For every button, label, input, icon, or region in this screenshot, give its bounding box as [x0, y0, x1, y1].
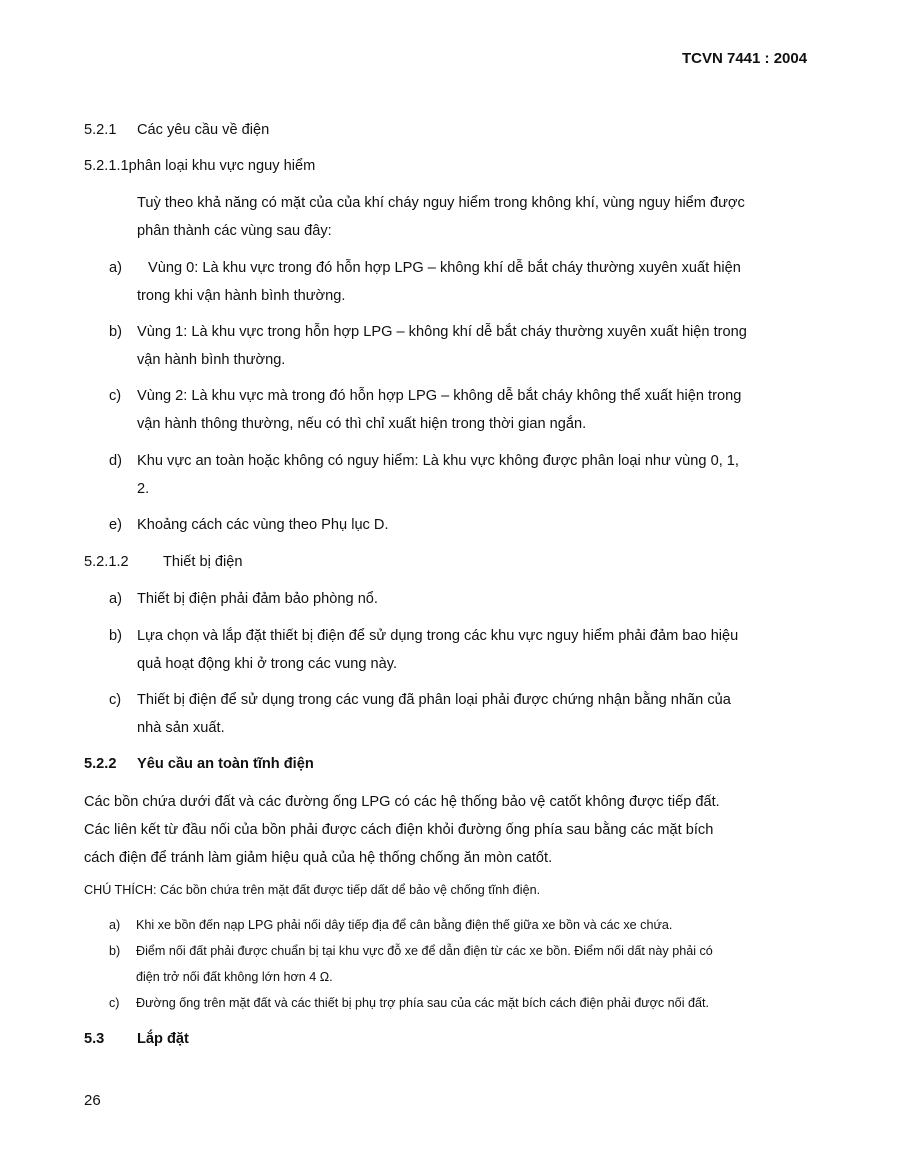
item-line: vận hành bình thường. — [137, 352, 286, 368]
note-item-c — [109, 990, 709, 1016]
item-line: Thiết bị điện để sử dụng trong các vung đã phân loại phải được chứng nhận bằng nhãn của — [137, 692, 731, 708]
paragraph-line: phân thành các vùng sau đây: — [137, 223, 332, 239]
item-letter: a) — [109, 918, 121, 932]
paragraph-line: Các liên kết từ đầu nối của bồn phải được cách điện khỏi đường ống phía sau bằng các mặt bích — [84, 822, 714, 838]
item-line: Vùng 2: Là khu vực mà trong đó hỗn hợp LPG – không dễ bắt cháy không thể xuất hiện trong — [137, 388, 742, 404]
item-letter: b) — [109, 944, 121, 958]
section-heading-5-2-1 — [84, 116, 269, 144]
equipment-item-a — [109, 585, 378, 613]
item-line: vận hành thông thường, nếu có thì chỉ xuất hiện trong thời gian ngắn. — [137, 416, 587, 432]
zone-item-a — [109, 254, 741, 310]
note-item-a — [109, 912, 672, 938]
paragraph-line: Tuỳ theo khả năng có mặt của của khí cháy nguy hiểm trong không khí, vùng nguy hiểm được — [137, 195, 745, 211]
item-letter: c) — [109, 692, 122, 708]
item-line: quả hoạt động khi ở trong các vung này. — [137, 656, 398, 672]
zone-item-d — [109, 447, 739, 503]
item-line: Khoảng cách các vùng theo Phụ lục D. — [137, 517, 389, 533]
zone-item-b — [109, 318, 747, 374]
item-line: Đường ống trên mặt đất và các thiết bị phụ trợ phía sau của các mặt bích cách điện phải được nối đất. — [136, 996, 709, 1010]
section-heading-5-3 — [84, 1025, 189, 1053]
item-letter: e) — [109, 517, 122, 533]
page-number: 26 — [84, 1092, 101, 1109]
item-letter: a) — [109, 591, 122, 607]
item-line: trong khi vận hành bình thường. — [137, 288, 346, 304]
section-title: Các yêu cầu về điện — [137, 122, 270, 138]
section-title: Lắp đặt — [137, 1031, 189, 1047]
item-line: 2. — [137, 481, 150, 497]
zone-item-e — [109, 511, 389, 539]
static-paragraph — [84, 788, 720, 872]
item-line: Điểm nối đất phải được chuẩn bị tại khu vực đỗ xe để dẫn điện từ các xe bồn. Điểm nối dất này phải có — [136, 944, 713, 958]
item-letter: b) — [109, 628, 122, 644]
item-line: Thiết bị điện phải đảm bảo phòng nổ. — [137, 591, 378, 607]
item-letter: c) — [109, 996, 120, 1010]
item-line: nhà sản xuất. — [137, 720, 225, 736]
section-heading-5-2-2 — [84, 750, 314, 778]
zone-item-c — [109, 382, 741, 438]
item-line: Khi xe bồn đến nạp LPG phải nối dây tiếp địa để cân bằng điện thế giữa xe bồn và các xe chứa. — [136, 918, 673, 932]
equipment-item-b — [109, 622, 738, 678]
section-heading-5-2-1-1 — [84, 152, 315, 180]
note-item-b — [109, 938, 713, 990]
note: CHÚ THÍCH: Các bồn chứa trên mặt đất được tiếp dất dể bảo vệ chống tĩnh điện. — [84, 883, 541, 897]
item-line: Vùng 1: Là khu vực trong hỗn hợp LPG – không khí dễ bắt cháy thường xuyên xuất hiện trong — [137, 324, 747, 340]
item-letter: d) — [109, 453, 122, 469]
section-heading-5-2-1-2 — [84, 548, 243, 576]
item-line: điện trở nối đất không lớn hơn 4 Ω. — [136, 970, 333, 984]
section-title: Yêu cầu an toàn tĩnh điện — [137, 756, 314, 772]
item-letter: b) — [109, 324, 122, 340]
section-title: Thiết bị điện — [163, 554, 243, 570]
item-letter: c) — [109, 388, 122, 404]
item-line: Lựa chọn và lắp đặt thiết bị điện để sử dụng trong các khu vực nguy hiểm phải đảm bao hiệu — [137, 628, 739, 644]
section-number: 5.2.2 — [84, 756, 117, 772]
item-line: Khu vực an toàn hoặc không có nguy hiểm: Là khu vực không được phân loại như vùng 0, 1, — [137, 453, 739, 469]
equipment-item-c — [109, 686, 731, 742]
item-letter: a) — [109, 260, 122, 276]
paragraph-line: Các bồn chứa dưới đất và các đường ống LPG có các hệ thống bảo vệ catốt không được tiếp đất. — [84, 794, 720, 810]
document-code: TCVN 7441 : 2004 — [682, 50, 808, 67]
item-line: Vùng 0: Là khu vực trong đó hỗn hợp LPG – không khí dễ bắt cháy thường xuyên xuất hiện — [148, 260, 741, 276]
section-number: 5.3 — [84, 1031, 105, 1047]
intro-paragraph — [137, 189, 745, 245]
section-number: 5.2.1.1 — [84, 158, 129, 174]
paragraph-line: cách điện để tránh làm giảm hiệu quả của hệ thống chống ăn mòn catốt. — [84, 850, 553, 866]
section-title: phân loại khu vực nguy hiểm — [128, 158, 316, 174]
section-number: 5.2.1 — [84, 122, 117, 138]
section-number: 5.2.1.2 — [84, 554, 129, 570]
